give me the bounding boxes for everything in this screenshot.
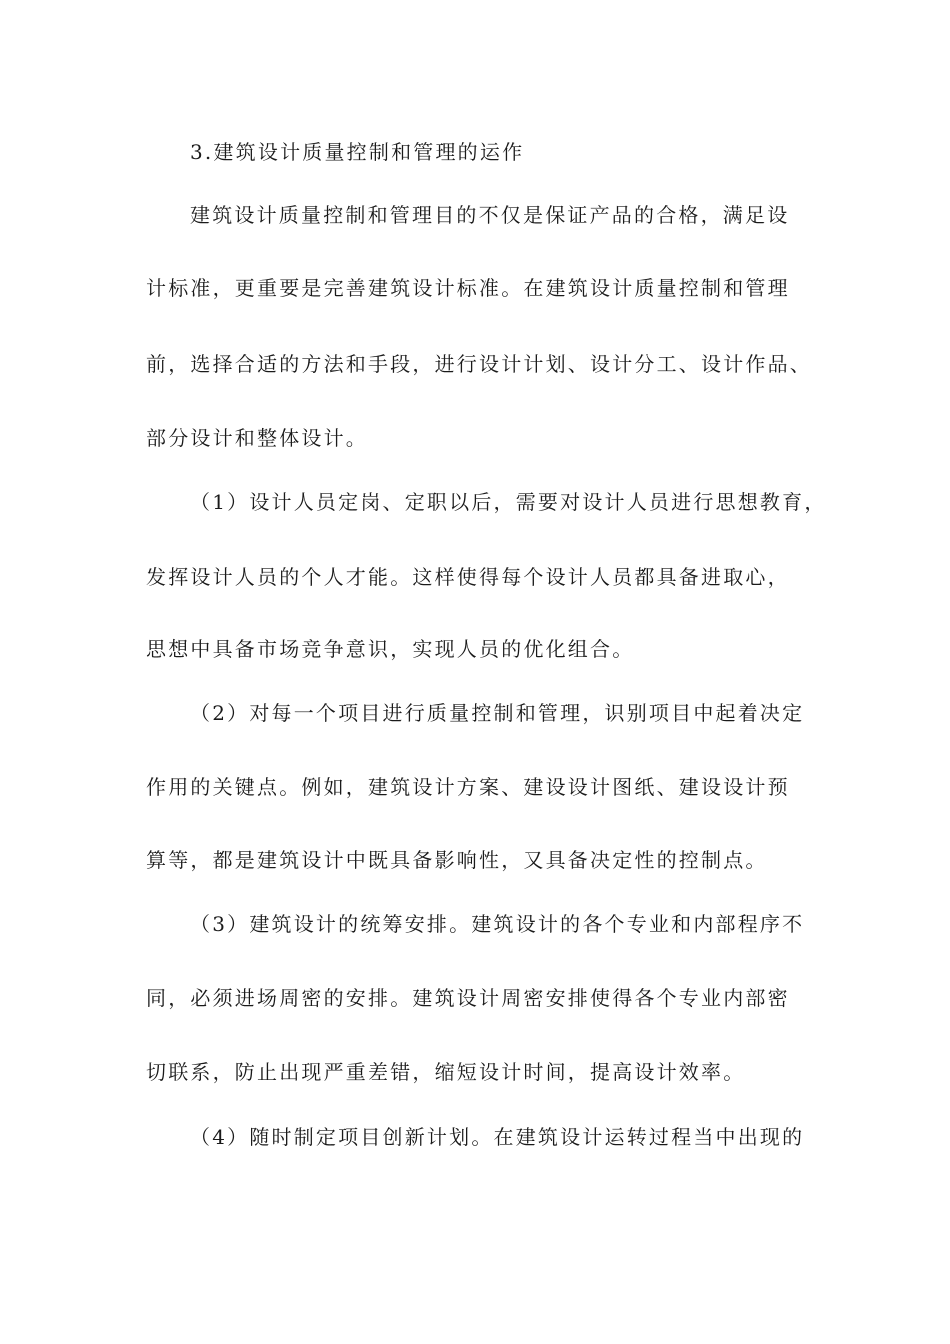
paragraph-line: 切联系，防止出现严重差错，缩短设计时间，提高设计效率。 — [146, 1060, 746, 1084]
paragraph-line: （1）设计人员定岗、定职以后，需要对设计人员进行思想教育， — [190, 490, 827, 514]
paragraph-line: 发挥设计人员的个人才能。这样使得每个设计人员都具备进取心， — [146, 565, 790, 589]
paragraph-line: 建筑设计质量控制和管理目的不仅是保证产品的合格，满足设 — [190, 203, 790, 227]
paragraph-line: （2）对每一个项目进行质量控制和管理，识别项目中起着决定 — [190, 701, 805, 725]
paragraph-line: 同，必须进场周密的安排。建筑设计周密安排使得各个专业内部密 — [146, 986, 790, 1010]
paragraph-line: （3）建筑设计的统筹安排。建筑设计的各个专业和内部程序不 — [190, 912, 805, 936]
paragraph-line: 部分设计和整体设计。 — [146, 426, 368, 450]
paragraph-line: 计标准，更重要是完善建筑设计标准。在建筑设计质量控制和管理 — [146, 276, 790, 300]
section-heading: 3.建筑设计质量控制和管理的运作 — [190, 140, 525, 164]
paragraph-line: 作用的关键点。例如，建筑设计方案、建设设计图纸、建设设计预 — [146, 775, 790, 799]
paragraph-line: 算等，都是建筑设计中既具备影响性，又具备决定性的控制点。 — [146, 848, 768, 872]
paragraph-line: 思想中具备市场竞争意识，实现人员的优化组合。 — [146, 637, 635, 661]
paragraph-line: 前，选择合适的方法和手段，进行设计计划、设计分工、设计作品、 — [146, 352, 812, 376]
paragraph-line: （4）随时制定项目创新计划。在建筑设计运转过程当中出现的 — [190, 1125, 805, 1149]
